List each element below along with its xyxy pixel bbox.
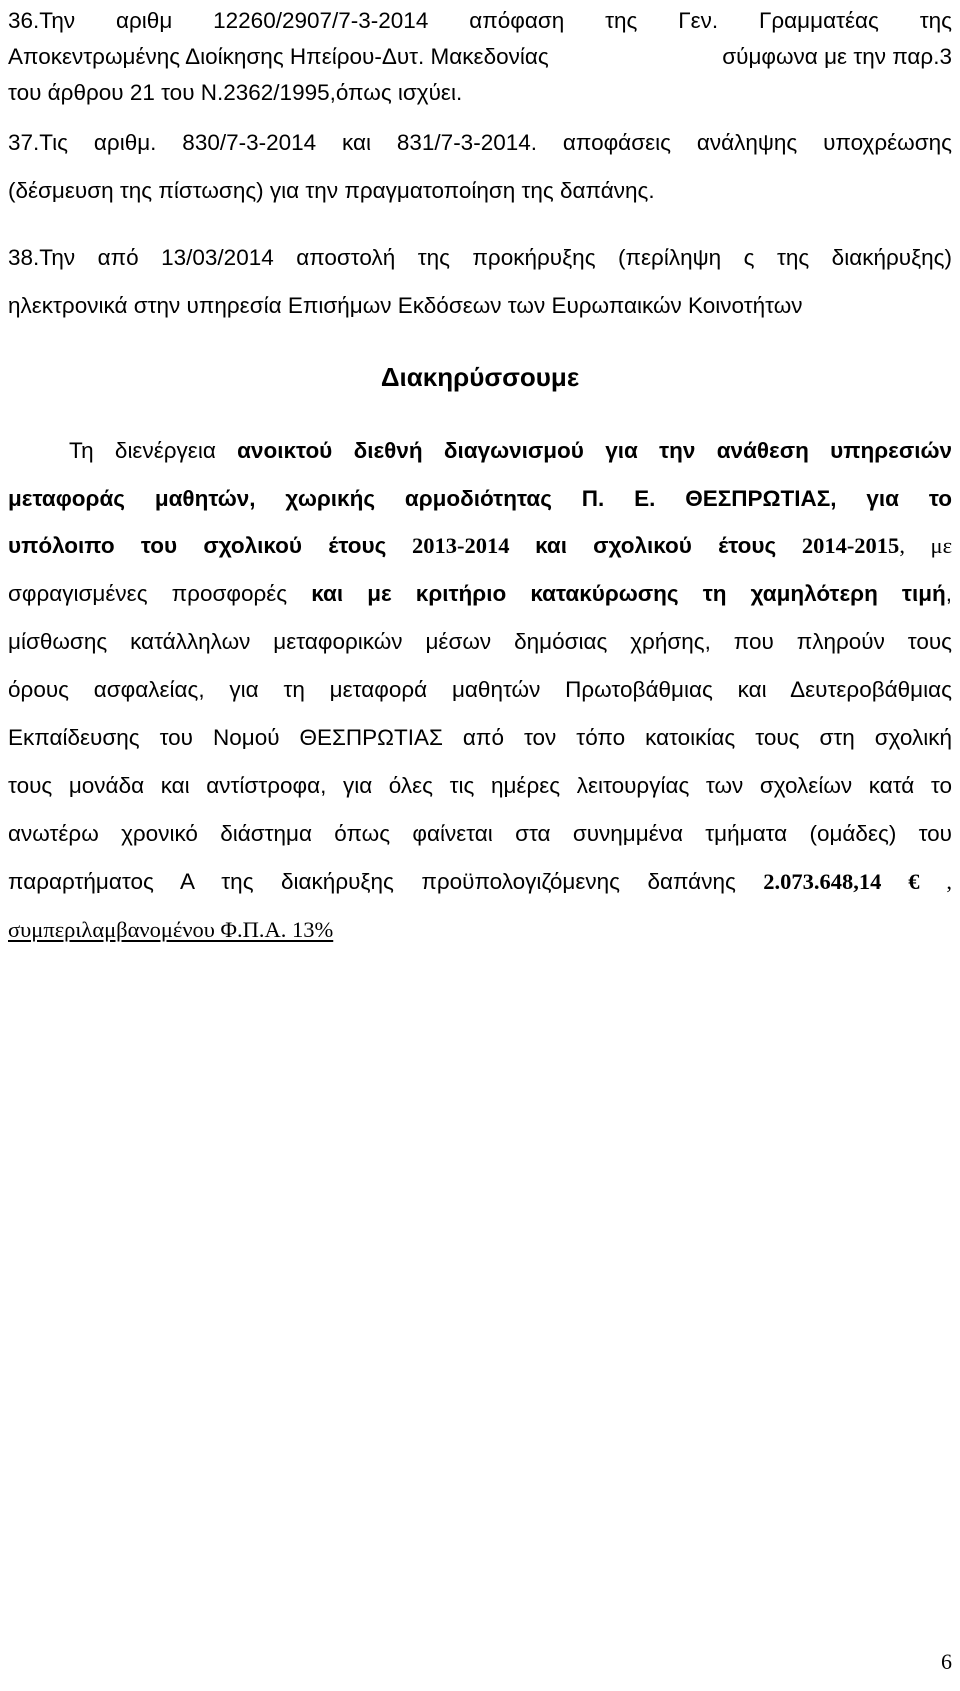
body-line-1 (69, 436, 952, 466)
body-line-4-plain: σφραγισμένες προσφορές (8, 581, 312, 606)
body-line-3-a: υπόλοιπο του σχολικού έτους (8, 533, 387, 558)
body-line-2: μεταφοράς μαθητών, χωρικής αρμοδιότητας Π. Ε. ΘΕΣΠΡΩΤΙΑΣ, για το (8, 486, 952, 511)
item-36-line-2b: σύμφωνα με την παρ.3 (722, 44, 952, 69)
body-line-3-b: 2013-2014 (411, 533, 510, 558)
item-36-line-1: 36.Την αριθμ 12260/2907/7-3-2014 απόφαση της Γεν. Γραμματέας της (8, 8, 952, 33)
body-line-10-plain: παραρτήματος Α της διακήρυξης προϋπολογιζόμενης δαπάνης (8, 869, 764, 894)
item-36-line-3: του άρθρου 21 του Ν.2362/1995,όπως ισχύει. (8, 80, 463, 105)
euro-symbol: € (908, 869, 920, 894)
budget-amount: 2.073.648,14 (763, 869, 882, 894)
body-line-6: όρους ασφαλείας, για τη μεταφορά μαθητών Πρωτοβάθμιας και Δευτεροβάθμιας (8, 677, 952, 702)
body-line-1-bold: ανοικτού διεθνή διαγωνισμού για την ανάθεση υπηρεσιών (237, 438, 952, 463)
item-38-line-1: 38.Την από 13/03/2014 αποστολή της προκήρυξης (περίληψη ς της διακήρυξης) (8, 245, 952, 270)
body-line-4-bold: και με κριτήριο κατακύρωσης τη χαμηλότερη τιμή (311, 581, 946, 606)
body-line-3 (8, 531, 952, 561)
body-line-3-c: και σχολικού έτους (535, 533, 777, 558)
item-36-line-2 (8, 42, 952, 72)
body-line-10 (8, 867, 952, 897)
item-38-line-2: ηλεκτρονικά στην υπηρεσία Επισήμων Εκδόσεων των Ευρωπαικών Κοινοτήτων (8, 293, 803, 318)
section-heading: Διακηρύσσουμε (380, 362, 580, 392)
item-37-line-2: (δέσμευση της πίστωσης) για την πραγματοποίηση της δαπάνης. (8, 178, 655, 203)
body-line-4-tail: , (945, 581, 952, 606)
item-37-line-1: 37.Τις αριθμ. 830/7-3-2014 και 831/7-3-2014. αποφάσεις ανάληψης υποχρέωσης (8, 130, 952, 155)
body-line-3-d: 2014-2015 (801, 533, 900, 558)
body-line-7: Εκπαίδευσης του Νομού ΘΕΣΠΡΩΤΙΑΣ από τον τόπο κατοικίας τους στη σχολική (8, 725, 952, 750)
body-line-8: τους μονάδα και αντίστροφα, για όλες τις ημέρες λειτουργίας των σχολείων κατά το (8, 773, 952, 798)
body-line-10-tail: , (946, 869, 953, 894)
body-line-4 (8, 579, 952, 609)
page-number: 6 (941, 1649, 952, 1674)
body-line-1-plain: Τη διενέργεια (69, 438, 238, 463)
item-36-line-2a: Αποκεντρωμένης Διοίκησης Ηπείρου-Δυτ. Μακεδονίας (8, 44, 549, 69)
body-line-3-tail: , με (899, 533, 953, 558)
body-line-5: μίσθωσης κατάλληλων μεταφορικών μέσων δημόσιας χρήσης, που πληρούν τους (8, 629, 952, 654)
body-line-9: ανωτέρω χρονικό διάστημα όπως φαίνεται στα συνημμένα τμήματα (ομάδες) του (8, 821, 952, 846)
body-line-11: συμπεριλαμβανομένου Φ.Π.Α. 13% (8, 917, 334, 942)
